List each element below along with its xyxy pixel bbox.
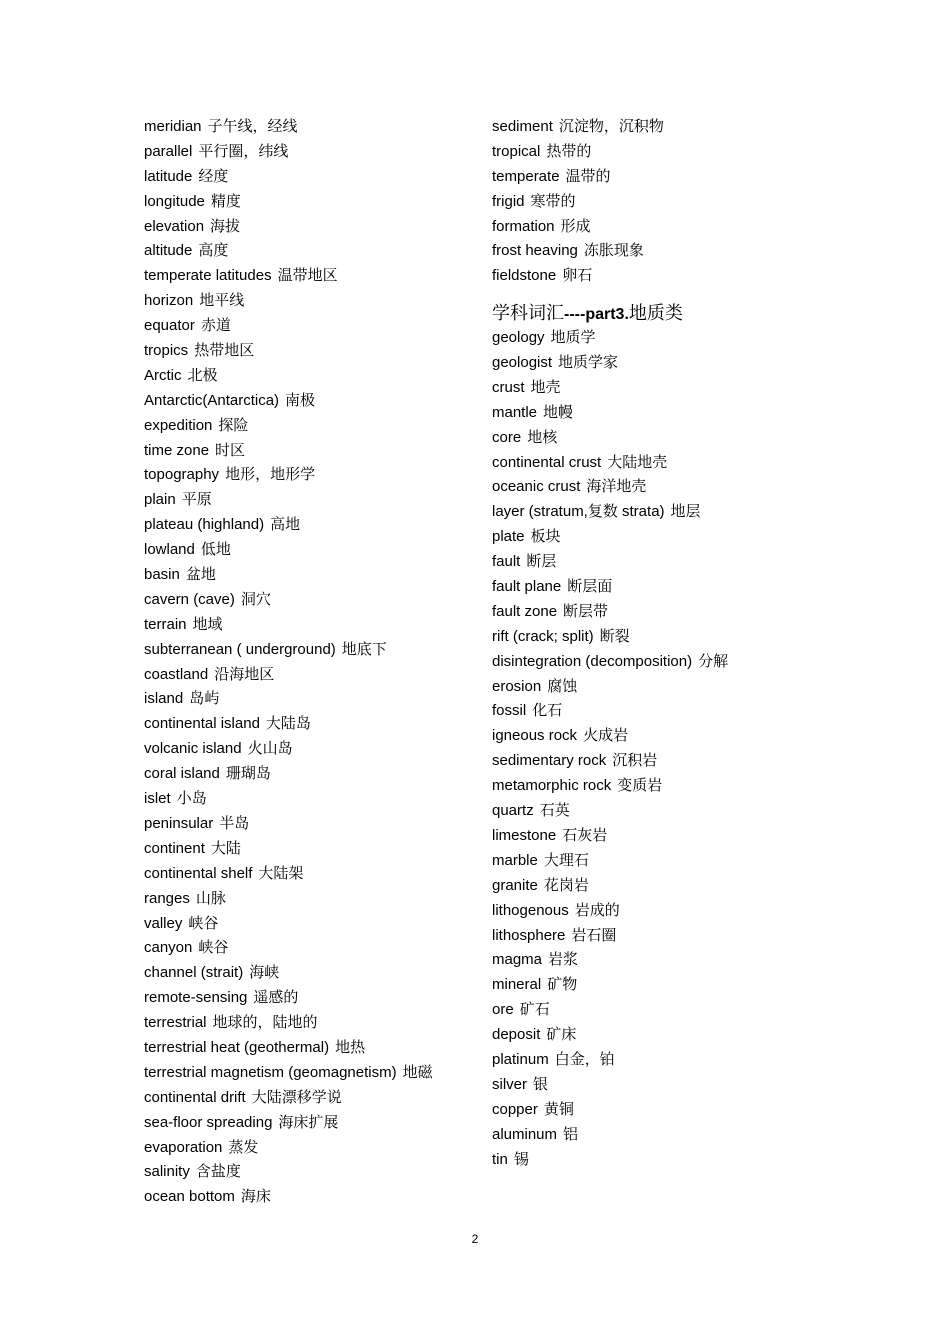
vocab-chinese: 铝 bbox=[563, 1125, 579, 1143]
vocab-chinese: 地平线 bbox=[199, 292, 245, 310]
vocab-entry bbox=[492, 749, 822, 774]
vocab-entry bbox=[492, 650, 822, 675]
vocab-english: lithosphere bbox=[492, 926, 566, 944]
vocab-english: silver bbox=[492, 1075, 528, 1093]
vocab-entry bbox=[144, 239, 474, 264]
left-vocabulary-column bbox=[144, 115, 474, 1210]
vocab-chinese: 大理石 bbox=[543, 851, 589, 869]
vocab-chinese: 沉积岩 bbox=[612, 752, 658, 770]
vocab-entry bbox=[492, 264, 822, 289]
vocab-entry bbox=[144, 1185, 474, 1210]
vocab-chinese: 大陆架 bbox=[258, 864, 304, 882]
vocab-entry bbox=[144, 712, 474, 737]
vocab-chinese: 变质岩 bbox=[617, 777, 663, 795]
vocab-english: tropical bbox=[492, 142, 541, 160]
vocab-chinese: 含盐度 bbox=[195, 1163, 241, 1181]
vocab-chinese: 低地 bbox=[200, 541, 231, 559]
vocab-chinese: 石灰岩 bbox=[562, 826, 608, 844]
vocab-entry bbox=[492, 799, 822, 824]
vocab-entry bbox=[144, 513, 474, 538]
vocab-english: expedition bbox=[144, 416, 213, 434]
vocab-english: deposit bbox=[492, 1026, 541, 1044]
vocab-entry bbox=[492, 1148, 822, 1173]
section-heading-part: ----part3. bbox=[564, 306, 629, 324]
vocab-english: continental drift bbox=[144, 1088, 246, 1106]
vocab-english: lithogenous bbox=[492, 901, 569, 919]
vocab-chinese: 子午线，经线 bbox=[207, 118, 298, 135]
vocab-english: crust bbox=[492, 378, 525, 396]
vocab-chinese: 地壳 bbox=[530, 378, 561, 396]
vocab-chinese: 岩石圈 bbox=[571, 926, 617, 944]
vocab-entry bbox=[144, 115, 474, 140]
vocab-entry bbox=[492, 874, 822, 899]
vocab-chinese: 大陆地壳 bbox=[607, 453, 668, 471]
vocab-chinese: 腐蚀 bbox=[547, 677, 578, 695]
vocab-entry bbox=[144, 588, 474, 613]
right-bottom-list bbox=[492, 326, 822, 1172]
vocab-chinese: 沿海地区 bbox=[214, 665, 275, 683]
vocab-chinese: 大陆 bbox=[210, 839, 241, 857]
vocab-chinese: 地质学家 bbox=[558, 354, 619, 372]
vocab-entry bbox=[144, 613, 474, 638]
vocab-entry bbox=[144, 837, 474, 862]
vocab-entry bbox=[144, 961, 474, 986]
vocab-chinese: 北极 bbox=[187, 366, 218, 384]
vocab-entry bbox=[144, 862, 474, 887]
vocab-english: horizon bbox=[144, 292, 194, 310]
vocab-chinese: 断层 bbox=[526, 553, 557, 571]
vocab-english: igneous rock bbox=[492, 727, 578, 745]
vocab-chinese: 赤道 bbox=[200, 317, 231, 335]
vocab-chinese: 地域 bbox=[192, 615, 223, 633]
vocab-english: sea-floor spreading bbox=[144, 1113, 273, 1131]
vocab-entry bbox=[492, 376, 822, 401]
vocab-english: fieldstone bbox=[492, 267, 557, 285]
vocab-entry bbox=[492, 525, 822, 550]
vocab-chinese: 地热 bbox=[335, 1038, 366, 1056]
vocab-entry bbox=[492, 924, 822, 949]
vocab-entry bbox=[144, 538, 474, 563]
vocab-english: sedimentary rock bbox=[492, 752, 607, 770]
section-heading-prefix: 学科词汇 bbox=[492, 303, 564, 324]
vocab-entry bbox=[492, 239, 822, 264]
vocab-chinese: 大陆岛 bbox=[265, 715, 311, 733]
vocab-entry bbox=[144, 986, 474, 1011]
vocab-entry bbox=[144, 563, 474, 588]
vocab-entry bbox=[144, 663, 474, 688]
vocab-entry bbox=[144, 439, 474, 464]
vocab-entry bbox=[144, 1036, 474, 1061]
vocab-entry bbox=[144, 488, 474, 513]
vocab-entry bbox=[144, 1111, 474, 1136]
vocab-english: longitude bbox=[144, 192, 205, 210]
vocab-english: platinum bbox=[492, 1050, 549, 1068]
vocab-chinese: 温带地区 bbox=[277, 267, 338, 285]
right-vocabulary-column bbox=[492, 115, 822, 1172]
vocab-english: core bbox=[492, 428, 522, 446]
right-top-list bbox=[492, 115, 822, 289]
vocab-chinese: 断层面 bbox=[567, 578, 613, 596]
vocab-entry bbox=[144, 912, 474, 937]
vocab-english: canyon bbox=[144, 939, 193, 957]
vocab-entry bbox=[492, 675, 822, 700]
vocab-chinese: 地底下 bbox=[341, 640, 387, 658]
vocab-entry bbox=[144, 389, 474, 414]
vocab-english: temperate bbox=[492, 167, 560, 185]
vocab-english: latitude bbox=[144, 167, 193, 185]
vocab-chinese: 平原 bbox=[181, 491, 212, 509]
vocab-entry bbox=[492, 500, 822, 525]
vocab-chinese: 地质学 bbox=[550, 329, 596, 347]
vocab-english: magma bbox=[492, 951, 543, 969]
vocab-chinese: 形成 bbox=[560, 217, 591, 235]
vocab-english: fault zone bbox=[492, 602, 558, 620]
vocab-chinese: 热带地区 bbox=[194, 342, 255, 360]
vocab-english: lowland bbox=[144, 541, 195, 559]
vocab-chinese: 海床扩展 bbox=[278, 1113, 339, 1131]
vocab-chinese: 断层带 bbox=[563, 602, 609, 620]
vocab-entry bbox=[492, 724, 822, 749]
vocab-chinese: 海洋地壳 bbox=[586, 478, 647, 496]
vocab-chinese: 珊瑚岛 bbox=[225, 765, 271, 783]
vocab-chinese: 白金，铂 bbox=[554, 1050, 615, 1068]
vocab-english: continental crust bbox=[492, 453, 602, 471]
vocab-entry bbox=[492, 550, 822, 575]
vocab-entry bbox=[492, 451, 822, 476]
vocab-english: time zone bbox=[144, 441, 210, 459]
vocab-entry bbox=[492, 115, 822, 140]
vocab-chinese: 矿床 bbox=[546, 1026, 577, 1044]
vocab-english: fault plane bbox=[492, 578, 562, 596]
vocab-entry bbox=[492, 165, 822, 190]
vocab-entry bbox=[492, 326, 822, 351]
vocab-entry bbox=[144, 1086, 474, 1111]
vocab-chinese: 海拔 bbox=[210, 217, 241, 235]
vocab-english: continental shelf bbox=[144, 864, 253, 882]
vocab-entry bbox=[144, 887, 474, 912]
vocab-entry bbox=[144, 165, 474, 190]
vocab-chinese: 卵石 bbox=[562, 267, 593, 285]
vocab-entry bbox=[492, 475, 822, 500]
vocab-entry bbox=[144, 339, 474, 364]
vocab-chinese: 岩浆 bbox=[548, 951, 579, 969]
vocab-entry bbox=[492, 824, 822, 849]
vocab-entry bbox=[492, 699, 822, 724]
vocab-entry bbox=[144, 215, 474, 240]
vocab-chinese: 温带的 bbox=[565, 167, 611, 185]
vocab-english: metamorphic rock bbox=[492, 777, 612, 795]
vocab-english: basin bbox=[144, 566, 180, 584]
vocab-english: terrestrial bbox=[144, 1014, 207, 1032]
vocab-chinese: 时区 bbox=[215, 441, 246, 459]
vocab-english: elevation bbox=[144, 217, 205, 235]
vocab-chinese: 矿石 bbox=[519, 1001, 550, 1019]
vocab-english: subterranean ( underground) bbox=[144, 640, 336, 658]
vocab-entry bbox=[144, 364, 474, 389]
vocab-english: parallel bbox=[144, 142, 193, 160]
vocab-english: tin bbox=[492, 1150, 508, 1168]
vocab-english: continental island bbox=[144, 715, 260, 733]
vocab-entry bbox=[492, 426, 822, 451]
vocab-english: temperate latitudes bbox=[144, 267, 272, 285]
vocab-english: plain bbox=[144, 491, 176, 509]
vocab-chinese: 海床 bbox=[240, 1188, 271, 1206]
vocab-english: Arctic bbox=[144, 366, 182, 384]
vocab-chinese: 高度 bbox=[198, 242, 229, 260]
vocab-entry bbox=[144, 1061, 474, 1086]
vocab-chinese: 火山岛 bbox=[247, 740, 293, 758]
vocab-chinese: 平行圈，纬线 bbox=[198, 142, 289, 160]
vocab-chinese: 峡谷 bbox=[198, 939, 229, 957]
vocab-entry bbox=[144, 1136, 474, 1161]
vocab-english: evaporation bbox=[144, 1138, 223, 1156]
vocab-entry bbox=[144, 687, 474, 712]
vocab-chinese: 化石 bbox=[532, 702, 563, 720]
vocab-english: island bbox=[144, 690, 184, 708]
vocab-english: continent bbox=[144, 839, 205, 857]
vocab-chinese: 火成岩 bbox=[583, 727, 629, 745]
vocab-chinese: 黄铜 bbox=[543, 1100, 574, 1118]
vocab-english: remote-sensing bbox=[144, 989, 248, 1007]
vocab-entry bbox=[492, 215, 822, 240]
vocab-chinese: 盆地 bbox=[185, 566, 216, 584]
vocab-entry bbox=[492, 351, 822, 376]
vocab-english: equator bbox=[144, 317, 195, 335]
vocab-english: quartz bbox=[492, 802, 534, 820]
vocab-chinese: 板块 bbox=[530, 528, 561, 546]
vocab-chinese: 花岗岩 bbox=[543, 876, 589, 894]
vocab-english: marble bbox=[492, 851, 538, 869]
vocab-entry bbox=[144, 414, 474, 439]
vocab-english: fault bbox=[492, 553, 521, 571]
vocab-chinese: 岛屿 bbox=[189, 690, 220, 708]
vocab-english: coral island bbox=[144, 765, 220, 783]
vocab-chinese: 矿物 bbox=[547, 976, 578, 994]
vocab-chinese: 峡谷 bbox=[188, 914, 219, 932]
vocab-english: ranges bbox=[144, 889, 190, 907]
vocab-english: disintegration (decomposition) bbox=[492, 652, 693, 670]
vocab-chinese: 石英 bbox=[539, 802, 570, 820]
vocab-entry bbox=[492, 1098, 822, 1123]
vocab-chinese: 沉淀物，沉积物 bbox=[558, 118, 664, 135]
vocab-english: terrain bbox=[144, 615, 187, 633]
vocab-chinese: 山脉 bbox=[195, 889, 226, 907]
vocab-english: coastland bbox=[144, 665, 209, 683]
vocab-english: plate bbox=[492, 528, 525, 546]
vocab-english: cavern (cave) bbox=[144, 590, 235, 608]
vocab-entry bbox=[492, 1073, 822, 1098]
vocab-entry bbox=[492, 998, 822, 1023]
vocab-english: plateau (highland) bbox=[144, 516, 265, 534]
vocab-entry bbox=[492, 1023, 822, 1048]
vocab-english: valley bbox=[144, 914, 183, 932]
vocab-english: granite bbox=[492, 876, 538, 894]
vocab-entry bbox=[144, 289, 474, 314]
vocab-english: meridian bbox=[144, 118, 202, 135]
vocab-chinese: 地磁 bbox=[402, 1063, 433, 1081]
vocab-english: geologist bbox=[492, 354, 553, 372]
vocab-english: ocean bottom bbox=[144, 1188, 235, 1206]
vocab-entry bbox=[144, 638, 474, 663]
vocab-chinese: 冻胀现象 bbox=[583, 242, 644, 260]
vocab-entry bbox=[492, 1123, 822, 1148]
vocab-english: tropics bbox=[144, 342, 189, 360]
vocab-english: oceanic crust bbox=[492, 478, 581, 496]
vocab-entry bbox=[492, 1048, 822, 1073]
vocab-entry bbox=[144, 463, 474, 488]
vocab-chinese: 探险 bbox=[218, 416, 249, 434]
vocab-entry bbox=[144, 1011, 474, 1036]
vocab-english: erosion bbox=[492, 677, 542, 695]
vocab-chinese: 热带的 bbox=[546, 142, 592, 160]
vocab-entry bbox=[492, 973, 822, 998]
vocab-entry bbox=[144, 787, 474, 812]
page-number: 2 bbox=[471, 1232, 479, 1246]
vocab-english: formation bbox=[492, 217, 555, 235]
vocab-chinese: 锡 bbox=[513, 1150, 529, 1168]
vocab-chinese: 分解 bbox=[698, 652, 729, 670]
vocab-entry bbox=[492, 190, 822, 215]
vocab-entry bbox=[492, 899, 822, 924]
vocab-english: Antarctic(Antarctica) bbox=[144, 391, 280, 409]
section-heading bbox=[492, 301, 822, 326]
vocab-entry bbox=[144, 1160, 474, 1185]
vocab-chinese: 洞穴 bbox=[240, 590, 271, 608]
vocab-chinese: 地层 bbox=[670, 503, 701, 521]
vocab-english: copper bbox=[492, 1100, 538, 1118]
vocab-english: aluminum bbox=[492, 1125, 558, 1143]
vocab-english: fossil bbox=[492, 702, 527, 720]
vocab-chinese: 岩成的 bbox=[574, 901, 620, 919]
vocab-entry bbox=[492, 600, 822, 625]
vocab-english: peninsular bbox=[144, 814, 214, 832]
vocab-english: mantle bbox=[492, 403, 538, 421]
vocab-english: ore bbox=[492, 1001, 514, 1019]
vocab-english: terrestrial heat (geothermal) bbox=[144, 1038, 330, 1056]
vocab-chinese: 精度 bbox=[210, 192, 241, 210]
vocab-entry bbox=[144, 190, 474, 215]
vocab-entry bbox=[492, 849, 822, 874]
vocab-english: frost heaving bbox=[492, 242, 578, 260]
vocab-entry bbox=[144, 314, 474, 339]
vocab-entry bbox=[492, 774, 822, 799]
vocab-chinese: 断裂 bbox=[599, 627, 630, 645]
vocab-entry bbox=[492, 625, 822, 650]
vocab-english: sediment bbox=[492, 118, 553, 135]
vocab-english: islet bbox=[144, 790, 171, 808]
vocab-english: volcanic island bbox=[144, 740, 242, 758]
vocab-entry bbox=[492, 401, 822, 426]
vocab-chinese: 寒带的 bbox=[530, 192, 576, 210]
vocab-english: terrestrial magnetism (geomagnetism) bbox=[144, 1063, 397, 1081]
vocab-entry bbox=[144, 812, 474, 837]
vocab-chinese: 地形，地形学 bbox=[225, 466, 316, 484]
vocab-chinese: 小岛 bbox=[176, 790, 207, 808]
vocab-english: channel (strait) bbox=[144, 964, 244, 982]
vocab-chinese: 地球的，陆地的 bbox=[212, 1014, 318, 1032]
section-heading-suffix: 地质类 bbox=[628, 303, 683, 324]
vocab-chinese: 经度 bbox=[198, 167, 229, 185]
vocab-english: topography bbox=[144, 466, 220, 484]
vocab-chinese: 遥感的 bbox=[253, 989, 299, 1007]
vocab-english: rift (crack; split) bbox=[492, 627, 594, 645]
vocab-chinese: 大陆漂移学说 bbox=[251, 1088, 342, 1106]
vocab-english: limestone bbox=[492, 826, 557, 844]
vocab-chinese: 银 bbox=[533, 1075, 549, 1093]
vocab-chinese: 地核 bbox=[527, 428, 558, 446]
vocab-entry bbox=[144, 264, 474, 289]
vocab-english: salinity bbox=[144, 1163, 190, 1181]
vocab-chinese: 南极 bbox=[285, 391, 316, 409]
vocab-entry bbox=[144, 737, 474, 762]
vocab-english: altitude bbox=[144, 242, 193, 260]
vocab-chinese: 半岛 bbox=[219, 814, 250, 832]
vocab-english: mineral bbox=[492, 976, 542, 994]
vocab-english: frigid bbox=[492, 192, 525, 210]
vocab-entry bbox=[492, 575, 822, 600]
vocab-chinese: 地幔 bbox=[543, 403, 574, 421]
vocab-chinese: 蒸发 bbox=[228, 1138, 259, 1156]
vocab-chinese: 海峡 bbox=[249, 964, 280, 982]
vocab-entry bbox=[144, 936, 474, 961]
vocab-english: geology bbox=[492, 329, 545, 347]
vocab-english: layer (stratum,复数 strata) bbox=[492, 503, 665, 521]
vocab-entry bbox=[144, 762, 474, 787]
vocab-chinese: 高地 bbox=[270, 516, 301, 534]
vocab-entry bbox=[492, 948, 822, 973]
vocab-entry bbox=[144, 140, 474, 165]
vocab-entry bbox=[492, 140, 822, 165]
